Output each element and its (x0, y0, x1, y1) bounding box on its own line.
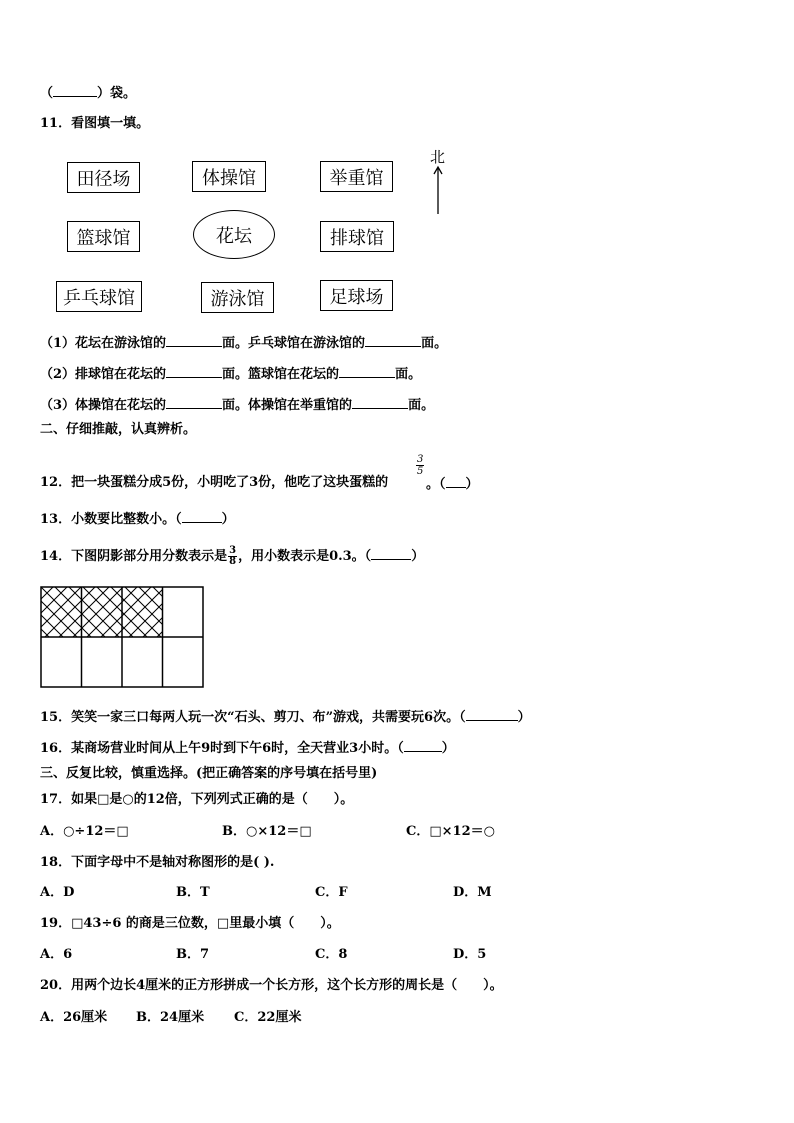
answer-blank[interactable] (371, 547, 411, 560)
q12: 12．把一块蛋糕分成5份，小明吃了3份，他吃了这块蛋糕的 (40, 475, 389, 490)
q19-option-a[interactable]: A．6 (40, 947, 73, 962)
section-2-heading: 二、仔细推敲，认真辨析。 (40, 422, 197, 437)
place-huatan: 花坛 (193, 210, 275, 259)
answer-blank[interactable] (446, 475, 466, 488)
q19-option-d[interactable]: D．5 (453, 947, 487, 962)
q16: 16．某商场营业时间从上午9时到下午6时，全天营业3小时。（ ） (40, 741, 455, 756)
answer-blank[interactable] (166, 396, 222, 409)
place-paiqiu: 排球馆 (320, 221, 394, 252)
q10-tail: （ ）袋。 (40, 86, 137, 101)
q11-sub3: （3）体操馆在花坛的 面。体操馆在举重馆的 面。 (40, 398, 435, 413)
answer-blank[interactable] (53, 84, 97, 97)
q20: 20．用两个边长4厘米的正方形拼成一个长方形，这个长方形的周长是（ ）。 (40, 978, 503, 993)
place-tianjing: 田径场 (67, 162, 140, 193)
place-juzhong: 举重馆 (320, 161, 393, 192)
q18: 18．下面字母中不是轴对称图形的是( ). (40, 855, 275, 870)
place-zuqiu: 足球场 (320, 280, 393, 311)
q19-option-b[interactable]: B．7 (176, 947, 210, 962)
q20-option-c[interactable]: C．22厘米 (234, 1010, 302, 1025)
q13: 13．小数要比整数小。（ ） (40, 512, 235, 527)
answer-blank[interactable] (365, 334, 421, 347)
answer-blank[interactable] (182, 510, 222, 523)
q19: 19．□43÷6 的商是三位数，□里最小填（ ）。 (40, 916, 340, 931)
answer-blank[interactable] (166, 365, 222, 378)
q20-option-b[interactable]: B．24厘米 (136, 1010, 205, 1025)
answer-blank[interactable] (466, 708, 518, 721)
q20-option-a[interactable]: A．26厘米 (40, 1010, 108, 1025)
place-pingpang: 乒乓球馆 (56, 281, 142, 312)
answer-blank[interactable] (404, 739, 442, 752)
north-arrow-icon (430, 164, 446, 216)
q15: 15．笑笑一家三口每两人玩一次“石头、剪刀、布”游戏，共需要玩6次。（ ） (40, 710, 531, 725)
q18-option-b[interactable]: B．T (176, 885, 210, 900)
q17: 17．如果□是○的12倍，下列列式正确的是（ ）。 (40, 792, 354, 807)
shaded-grid-figure (40, 586, 206, 690)
q12-tail: 。（ ） (426, 477, 479, 492)
answer-blank[interactable] (352, 396, 408, 409)
place-ticao: 体操馆 (192, 161, 266, 192)
q17-option-b[interactable]: B．○×12＝□ (222, 824, 312, 839)
q14-fraction: $\frac{3}{8}$ (229, 545, 237, 567)
q18-option-d[interactable]: D．M (453, 885, 492, 900)
q17-option-a[interactable]: A．○÷12＝□ (40, 824, 129, 839)
q11-title: 11．看图填一填。 (40, 116, 150, 131)
answer-blank[interactable] (166, 334, 222, 347)
q12-fraction: 3 5 (417, 454, 424, 477)
q18-option-c[interactable]: C．F (315, 885, 348, 900)
place-lanqiu: 篮球馆 (67, 221, 140, 252)
q19-option-c[interactable]: C．8 (315, 947, 348, 962)
q11-sub1: （1）花坛在游泳馆的 面。乒乓球馆在游泳馆的 面。 (40, 336, 448, 351)
place-youyong: 游泳馆 (201, 282, 274, 313)
q17-option-c[interactable]: C．□×12＝○ (406, 824, 495, 839)
q14: 14．下图阴影部分用分数表示是 $\frac{3}{8}$ ，用小数表示是0.3。（ ） (40, 545, 425, 567)
q18-option-a[interactable]: A．D (40, 885, 75, 900)
q11-sub2: （2）排球馆在花坛的 面。篮球馆在花坛的 面。 (40, 367, 422, 382)
answer-blank[interactable] (339, 365, 395, 378)
north-label: 北 (430, 148, 446, 166)
section-3-heading: 三、反复比较，慎重选择。(把正确答案的序号填在括号里) (40, 766, 378, 781)
